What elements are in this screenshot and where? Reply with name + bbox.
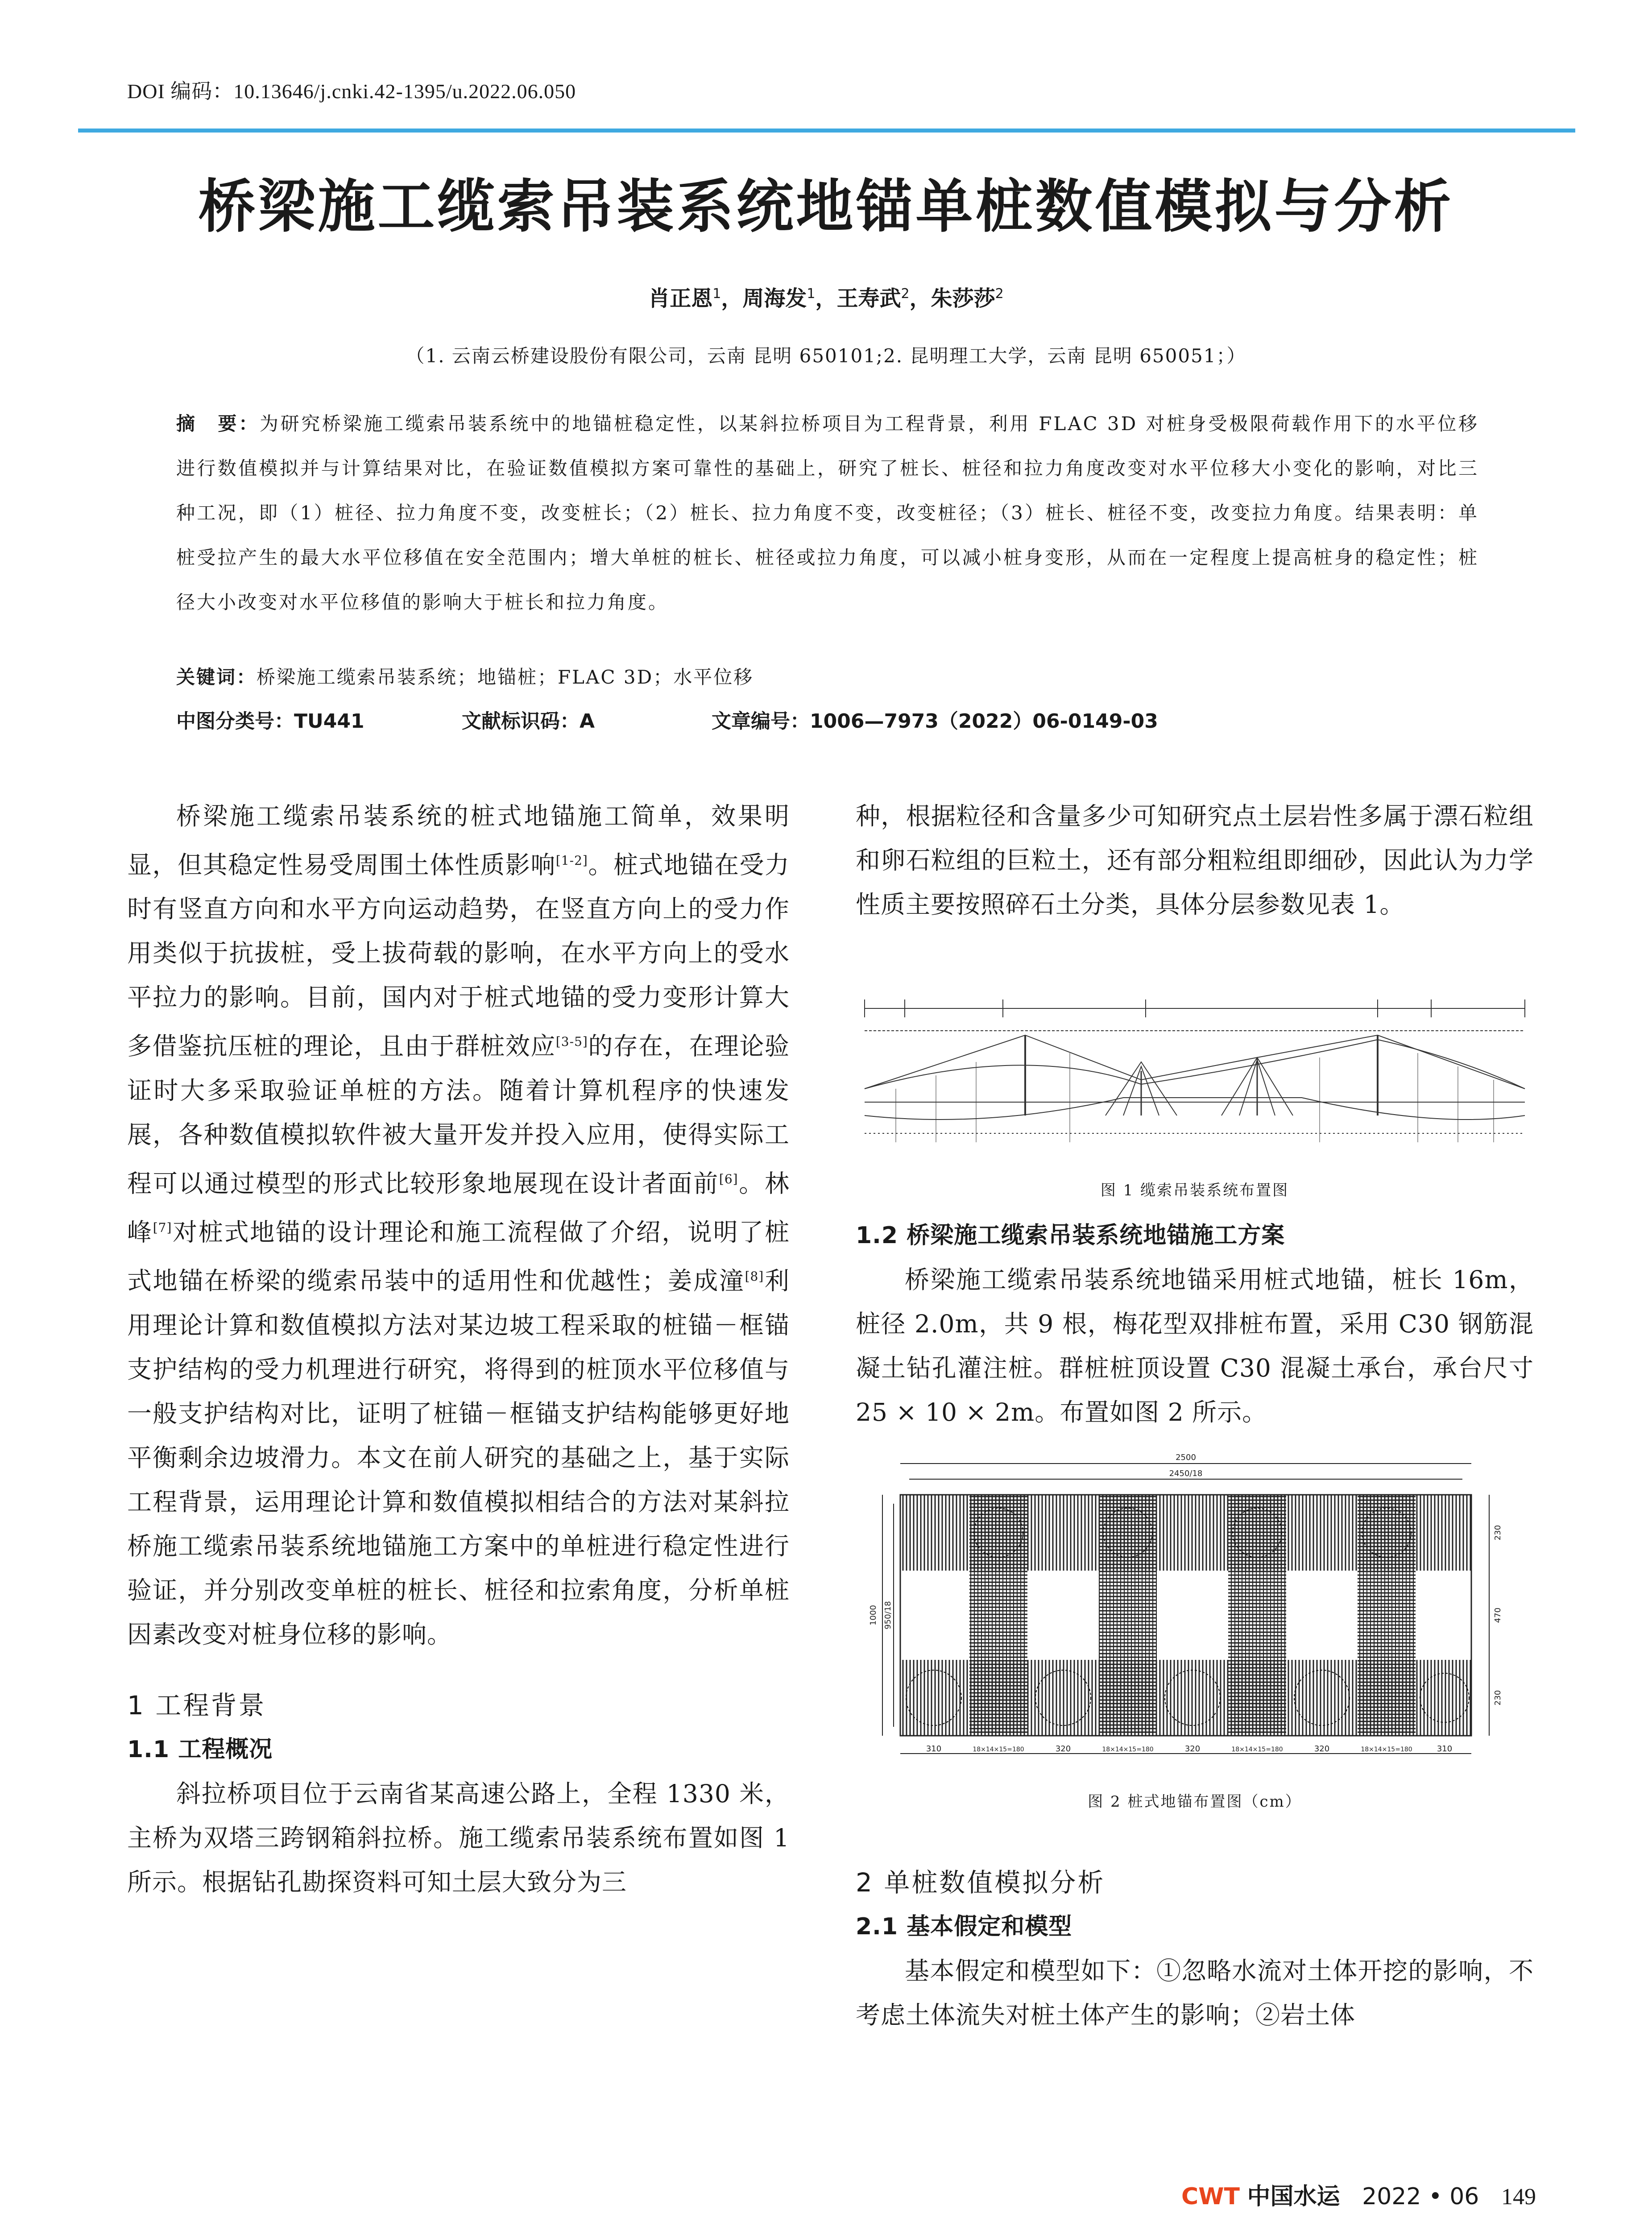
subsection-heading: 1.1 工程概况 xyxy=(127,1736,273,1763)
affiliation: （1. 云南云桥建设股份有限公司，云南 昆明 650101;2. 昆明理工大学，云南 昆明 650051；） xyxy=(406,345,1246,367)
keywords-text: 桥梁施工缆索吊装系统；地锚桩；FLAC 3D；水平位移 xyxy=(257,666,754,688)
dim-bottom: 18×14×15=180 xyxy=(1102,1746,1154,1753)
keywords xyxy=(176,663,754,689)
affil-mark: 1 xyxy=(807,286,816,302)
citation: [1-2] xyxy=(555,853,588,868)
dim-row-3: 230 xyxy=(1493,1690,1503,1706)
journal-name: 中国水运 xyxy=(1247,2183,1340,2210)
text-run: 的存在，在理论验证时大多采取验证单桩的方法。随着计算机程序的快速发展，各种数值模拟软件被大量开发并投入应用，使得实际工程可以通过模型的形式比较形象地展现在设计者面前 xyxy=(127,1032,790,1198)
subsection-heading: 2.1 基本假定和模型 xyxy=(856,1913,1072,1940)
text-run: 。林峰 xyxy=(127,1169,790,1247)
citation: [7] xyxy=(153,1220,172,1235)
figure-2-pile-layout xyxy=(856,1446,1534,1785)
clc-number: 中图分类号：TU441 xyxy=(176,710,364,733)
doi-line: DOI 编码：10.13646/j.cnki.42-1395/u.2022.06.050 xyxy=(127,80,576,103)
dim-bottom: 310 xyxy=(926,1744,942,1754)
citation: [3-5] xyxy=(555,1034,588,1049)
dim-bottom: 18×14×15=180 xyxy=(1231,1746,1283,1753)
body-paragraph: 斜拉桥项目位于云南省某高速公路上，全程 1330 米，主桥为双塔三跨钢箱斜拉桥。施工缆索吊装系统布置如图 1 所示。根据钻孔勘探资料可知土层大致分为三 xyxy=(127,1779,790,1896)
right-column xyxy=(856,794,1534,927)
dim-bottom: 320 xyxy=(1184,1744,1201,1754)
left-column xyxy=(127,794,790,1904)
text-run: 桥梁施工缆索吊装系统的桩式地锚施工简单，效果明显，但其稳定性易受周围土体性质影响 xyxy=(127,802,790,879)
author-name: 朱莎莎 xyxy=(931,286,995,311)
text-run: 利用理论计算和数值模拟方法对某边坡工程采取的桩锚－框锚支护结构的受力机理进行研究，将得到的桩顶水平位移值与一般支护结构对比，证明了桩锚－框锚支护结构能够更好地平衡剩余边坡滑力。本文在前人研究的基础之上，基于实际工程背景，运用理论计算和数值模拟相结合的方法对某斜拉桥施工缆索吊装系统地锚施工方案中的单桩进行稳定性进行验证，并分别改变单桩的桩长、桩径和拉索角度，分析单桩因素改变对桩身位移的影响。 xyxy=(127,1266,790,1649)
dim-row-2: 470 xyxy=(1493,1607,1503,1623)
affil-mark: 2 xyxy=(995,286,1004,302)
article-meta xyxy=(176,705,1470,734)
article-number: 文章编号：1006—7973（2022）06-0149-03 xyxy=(712,710,1158,733)
dim-bottom: 18×14×15=180 xyxy=(973,1746,1024,1753)
issue-number: 2022 • 06 xyxy=(1362,2183,1479,2210)
right-column-cont xyxy=(856,1214,1534,1435)
affil-mark: 1 xyxy=(712,286,721,302)
intro-paragraph xyxy=(127,794,790,1657)
section-heading: 2 单桩数值模拟分析 xyxy=(856,1867,1105,1898)
subsection-heading: 1.2 桥梁施工缆索吊装系统地锚施工方案 xyxy=(856,1222,1285,1249)
affil-mark: 2 xyxy=(901,286,910,302)
author-list: 肖正恩$^1$，周海发$^1$，王寿武$^2$，朱莎莎$^2$ xyxy=(648,286,1004,311)
figure-2-caption: 图 2 桩式地锚布置图（cm） xyxy=(1088,1793,1302,1811)
author-name: 肖正恩 xyxy=(648,286,713,311)
citation: [6] xyxy=(719,1171,738,1186)
journal-logo: CWT xyxy=(1181,2183,1240,2210)
figure-1-caption: 图 1 缆索吊装系统布置图 xyxy=(1100,1182,1289,1199)
dim-height-inner: 950/18 xyxy=(883,1601,893,1630)
abstract-label: 摘 要： xyxy=(176,413,260,435)
keywords-label: 关键词： xyxy=(176,666,257,688)
paper-title: 桥梁施工缆索吊装系统地锚单桩数值模拟与分析 xyxy=(198,173,1454,240)
dim-inner: 2450/18 xyxy=(1169,1469,1203,1478)
dim-height: 1000 xyxy=(869,1605,878,1626)
header-rule xyxy=(78,129,1575,133)
body-paragraph: 桥梁施工缆索吊装系统地锚采用桩式地锚，桩长 16m，桩径 2.0m，共 9 根，梅花型双排桩布置，采用 C30 钢筋混凝土钻孔灌注桩。群桩桩顶设置 C30 混凝土承台，承台尺寸 25 × 10 × 2m。布置如图 2 所示。 xyxy=(856,1265,1534,1427)
dim-bottom: 320 xyxy=(1314,1744,1330,1754)
dim-row-1: 230 xyxy=(1493,1525,1503,1541)
author-name: 王寿武 xyxy=(836,286,901,311)
body-paragraph: 基本假定和模型如下：①忽略水流对土体开挖的影响，不考虑土体流失对桩土体产生的影响；②岩土体 xyxy=(856,1957,1534,2029)
body-paragraph: 种，根据粒径和含量多少可知研究点土层岩性多属于漂石粒组和卵石粒组的巨粒土，还有部分粗粒组即细砂，因此认为力学性质主要按照碎石土分类，具体分层参数见表 1。 xyxy=(856,802,1534,919)
section-heading: 1 工程背景 xyxy=(127,1690,266,1721)
page-footer xyxy=(1181,2177,1536,2211)
text-run: 对桩式地锚的设计理论和施工流程做了介绍，说明了桩式地锚在桥梁的缆索吊装中的适用性和优越性；姜成潼 xyxy=(127,1218,790,1295)
dim-bottom: 18×14×15=180 xyxy=(1361,1746,1412,1753)
author-name: 周海发 xyxy=(742,286,807,311)
right-column-section-2 xyxy=(856,1861,1534,2037)
dim-bottom: 310 xyxy=(1437,1744,1453,1754)
page-number: 149 xyxy=(1501,2184,1536,2210)
abstract-text: 为研究桥梁施工缆索吊装系统中的地锚桩稳定性，以某斜拉桥项目为工程背景，利用 FLAC 3D 对桩身受极限荷载作用下的水平位移进行数值模拟并与计算结果对比，在验证数值模拟方案可靠性的基础上，研究了桩长、桩径和拉力角度改变对水平位移大小变化的影响，对比三种工况，即（1）桩径、拉力角度不变，改变桩长；（2）桩长、拉力角度不变，改变桩径；（3）桩长、桩径不变，改变拉力角度。结果表明：单桩受拉产生的最大水平位移值在安全范围内；增大单桩的桩长、桩径或拉力角度，可以减小桩身变形，从而在一定程度上提高桩身的稳定性；桩径大小改变对水平位移值的影响大于桩长和拉力角度。 xyxy=(176,413,1479,613)
document-code: 文献标识码：A xyxy=(462,710,595,733)
text-run: 。桩式地锚在受力时有竖直方向和水平方向运动趋势，在竖直方向上的受力作用类似于抗拔桩，受上拔荷载的影响，在水平方向上的受水平拉力的影响。目前，国内对于桩式地锚的受力变形计算大多借鉴抗压桩的理论，且由于群桩效应 xyxy=(127,850,790,1061)
abstract xyxy=(176,402,1479,625)
figure-1-cable-system xyxy=(856,982,1534,1169)
citation: [8] xyxy=(745,1269,764,1284)
dim-total: 2500 xyxy=(1176,1453,1196,1462)
dim-bottom: 320 xyxy=(1055,1744,1071,1754)
